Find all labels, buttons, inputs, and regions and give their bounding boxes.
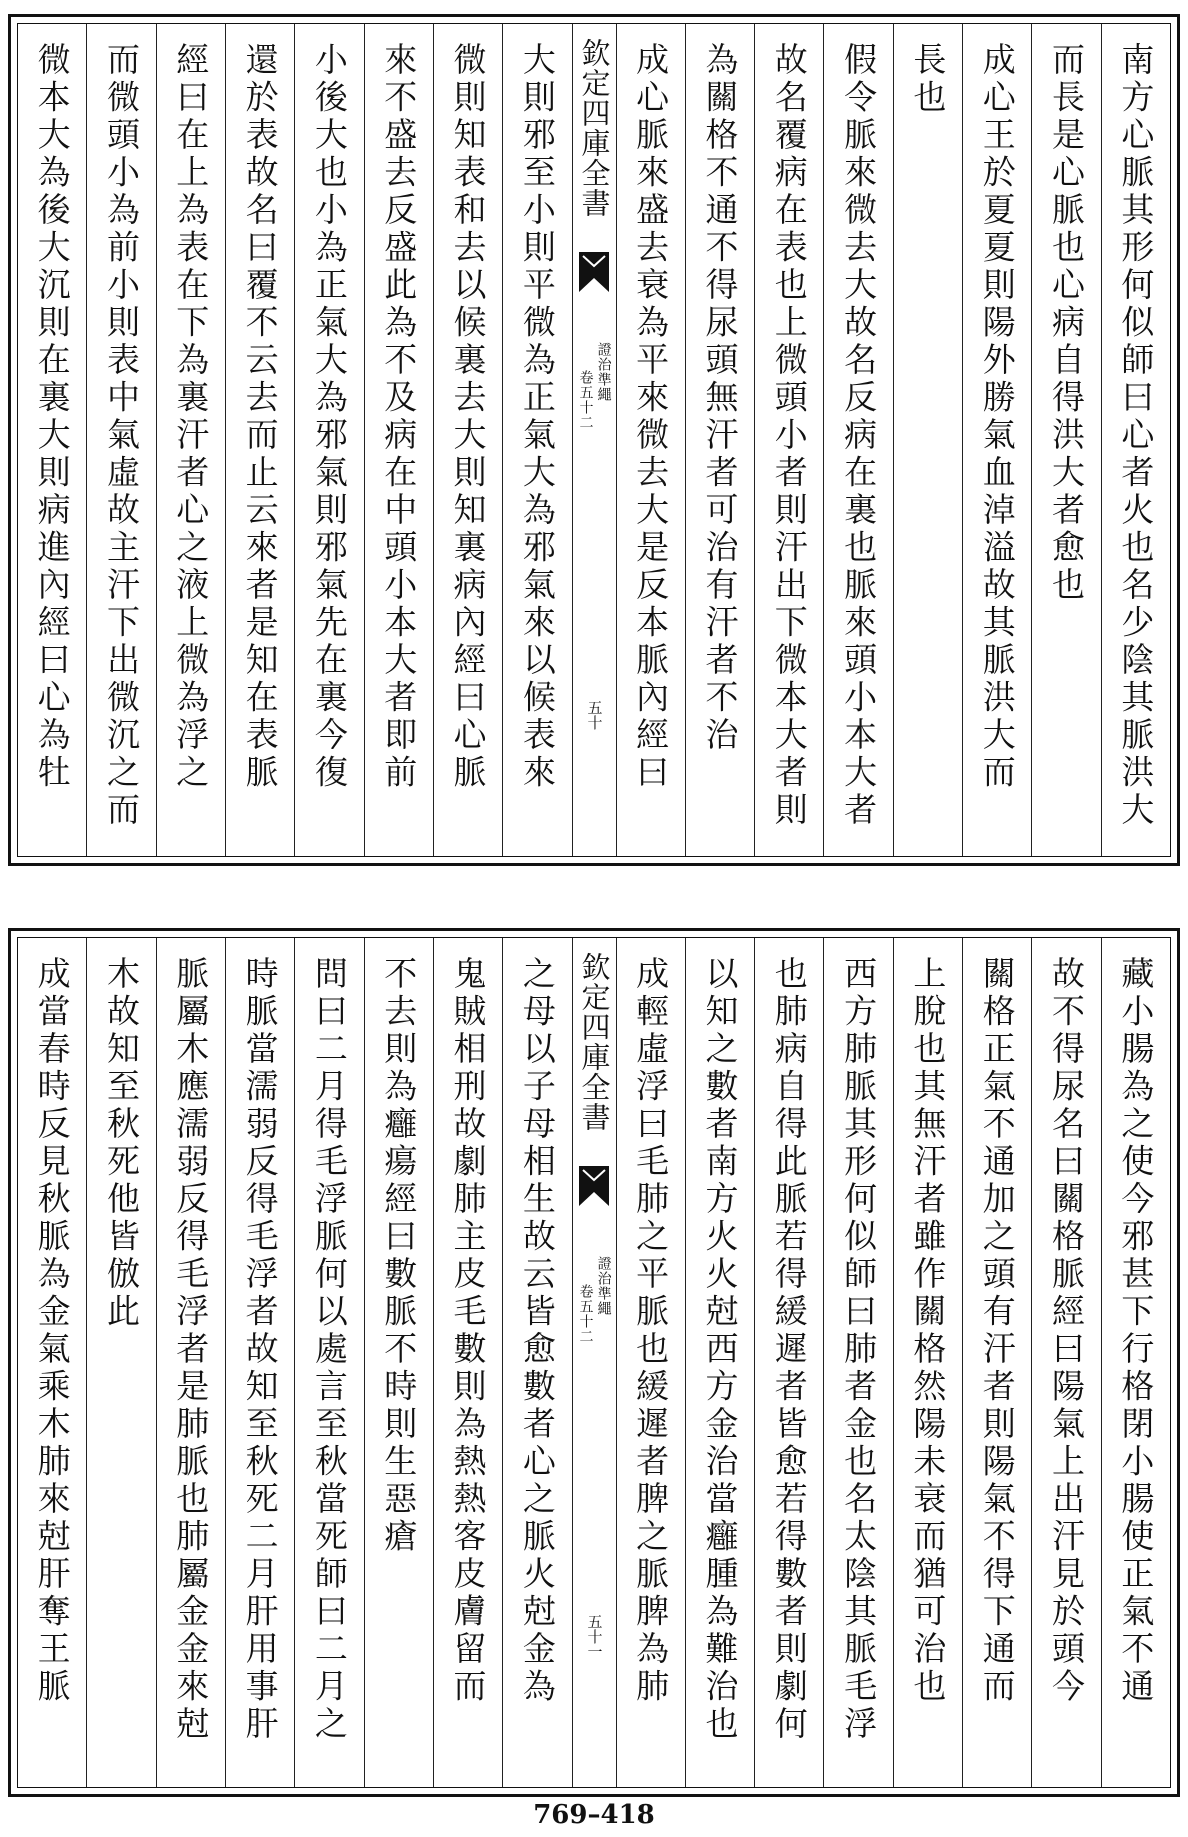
page-bottom [8,928,1180,1797]
column-text: 以知之數者南方火火尅西方金治當癰腫為難治也 [700,956,740,1744]
text-column [364,938,433,1787]
column-text: 小後大也小為正氣大為邪氣則邪氣先在裏今復 [309,42,349,792]
center-fold [572,24,616,856]
column-text: 成輕虛浮曰毛肺之平脈也緩遲者脾之脈脾為肺 [631,956,671,1706]
text-column [962,24,1031,856]
fold-title: 欽定四庫全書 [577,38,612,218]
column-text: 成當春時反見秋脈為金氣乘木肺來尅肝奪王脈 [32,956,72,1706]
text-column [616,24,685,856]
column-text: 長也 [908,42,948,117]
text-column [18,938,86,1787]
column-text: 也肺病自得此脈若得緩遲者皆愈若得數者則劇何 [769,956,809,1744]
text-column [225,24,294,856]
column-text: 之母以子母相生故云皆愈數者心之脈火尅金為 [517,956,557,1706]
text-column [86,938,155,1787]
fold-page-number: 五十一 [585,1614,604,1659]
column-text: 成心脈來盛去衰為平來微去大是反本脈內經曰 [631,42,671,792]
fish-tail-mark-icon [579,1166,609,1206]
column-text: 故不得尿名曰關格脈經曰陽氣上出汗見於頭今 [1047,956,1087,1706]
text-column [962,938,1031,1787]
column-text: 而長是心脈也心病自得洪大者愈也 [1047,42,1087,605]
column-text: 南方心脈其形何似師曰心者火也名少陰其脈洪大 [1116,42,1156,830]
text-column [156,938,225,1787]
text-column [685,24,754,856]
column-text: 脈屬木應濡弱反得毛浮者是肺脈也肺屬金金來尅 [171,956,211,1744]
text-column [1101,24,1170,856]
text-column [754,24,823,856]
text-column [18,24,86,856]
page-top [8,14,1180,866]
column-text: 還於表故名曰覆不云去而止云來者是知在表脈 [240,42,280,792]
text-column [1031,938,1100,1787]
center-fold [572,938,616,1787]
column-text: 藏小腸為之使今邪甚下行格閉小腸使正氣不通 [1116,956,1156,1706]
text-column [502,938,571,1787]
column-text: 鬼賊相刑故劇肺主皮毛數則為熱熱客皮膚留而 [448,956,488,1706]
page-frame [17,937,1171,1788]
column-text: 為關格不通不得尿頭無汗者可治有汗者不治 [700,42,740,755]
fold-title: 欽定四庫全書 [577,952,612,1132]
text-column [616,938,685,1787]
column-text: 來不盛去反盛此為不及病在中頭小本大者即前 [379,42,419,792]
page-frame [17,23,1171,857]
column-text: 西方肺脈其形何似師曰肺者金也名太陰其脈毛浮 [839,956,879,1744]
column-text: 關格正氣不通加之頭有汗者則陽氣不得下通而 [977,956,1017,1706]
text-column [1101,938,1170,1787]
column-text: 微則知表和去以候裏去大則知裏病內經曰心脈 [448,42,488,792]
text-column [823,938,892,1787]
column-text: 上脫也其無汗者雖作關格然陽未衰而猶可治也 [908,956,948,1706]
text-column [294,24,363,856]
text-column [433,938,502,1787]
text-column [156,24,225,856]
fish-tail-mark-icon [579,252,609,292]
column-text: 時脈當濡弱反得毛浮者故知至秋死二月肝用事肝 [240,956,280,1744]
text-column [893,24,962,856]
text-column [364,24,433,856]
column-text: 成心王於夏夏則陽外勝氣血淖溢故其脈洪大而 [977,42,1017,792]
column-text: 假令脈來微去大故名反病在裏也脈來頭小本大者 [839,42,879,830]
text-column [754,938,823,1787]
page-footer-number: 769–418 [533,1800,655,1830]
column-text: 大則邪至小則平微為正氣大為邪氣來以候表來 [517,42,557,792]
column-text: 經曰在上為表在下為裏汗者心之液上微為浮之 [171,42,211,792]
text-column [225,938,294,1787]
column-text: 微本大為後大沉則在裏大則病進內經曰心為牡 [32,42,72,792]
fold-book-name: 證治準繩 [595,342,612,402]
text-column [433,24,502,856]
fold-book-name: 證治準繩 [595,1256,612,1316]
text-column [685,938,754,1787]
fold-page-number: 五十 [585,700,604,730]
text-column [893,938,962,1787]
fold-volume: 卷五十二 [577,1284,594,1344]
column-text: 木故知至秋死他皆倣此 [101,956,141,1331]
column-text: 而微頭小為前小則表中氣虛故主汗下出微沉之而 [101,42,141,830]
column-text: 故名覆病在表也上微頭小者則汗出下微本大者則 [769,42,809,830]
text-columns [18,24,1170,856]
column-text: 不去則為癰瘍經曰數脈不時則生惡瘡 [379,956,419,1556]
fold-volume: 卷五十二 [577,370,594,430]
text-column [294,938,363,1787]
text-column [86,24,155,856]
text-column [823,24,892,856]
text-column [1031,24,1100,856]
column-text: 問曰二月得毛浮脈何以處言至秋當死師曰二月之 [309,956,349,1744]
text-column [502,24,571,856]
text-columns [18,938,1170,1787]
